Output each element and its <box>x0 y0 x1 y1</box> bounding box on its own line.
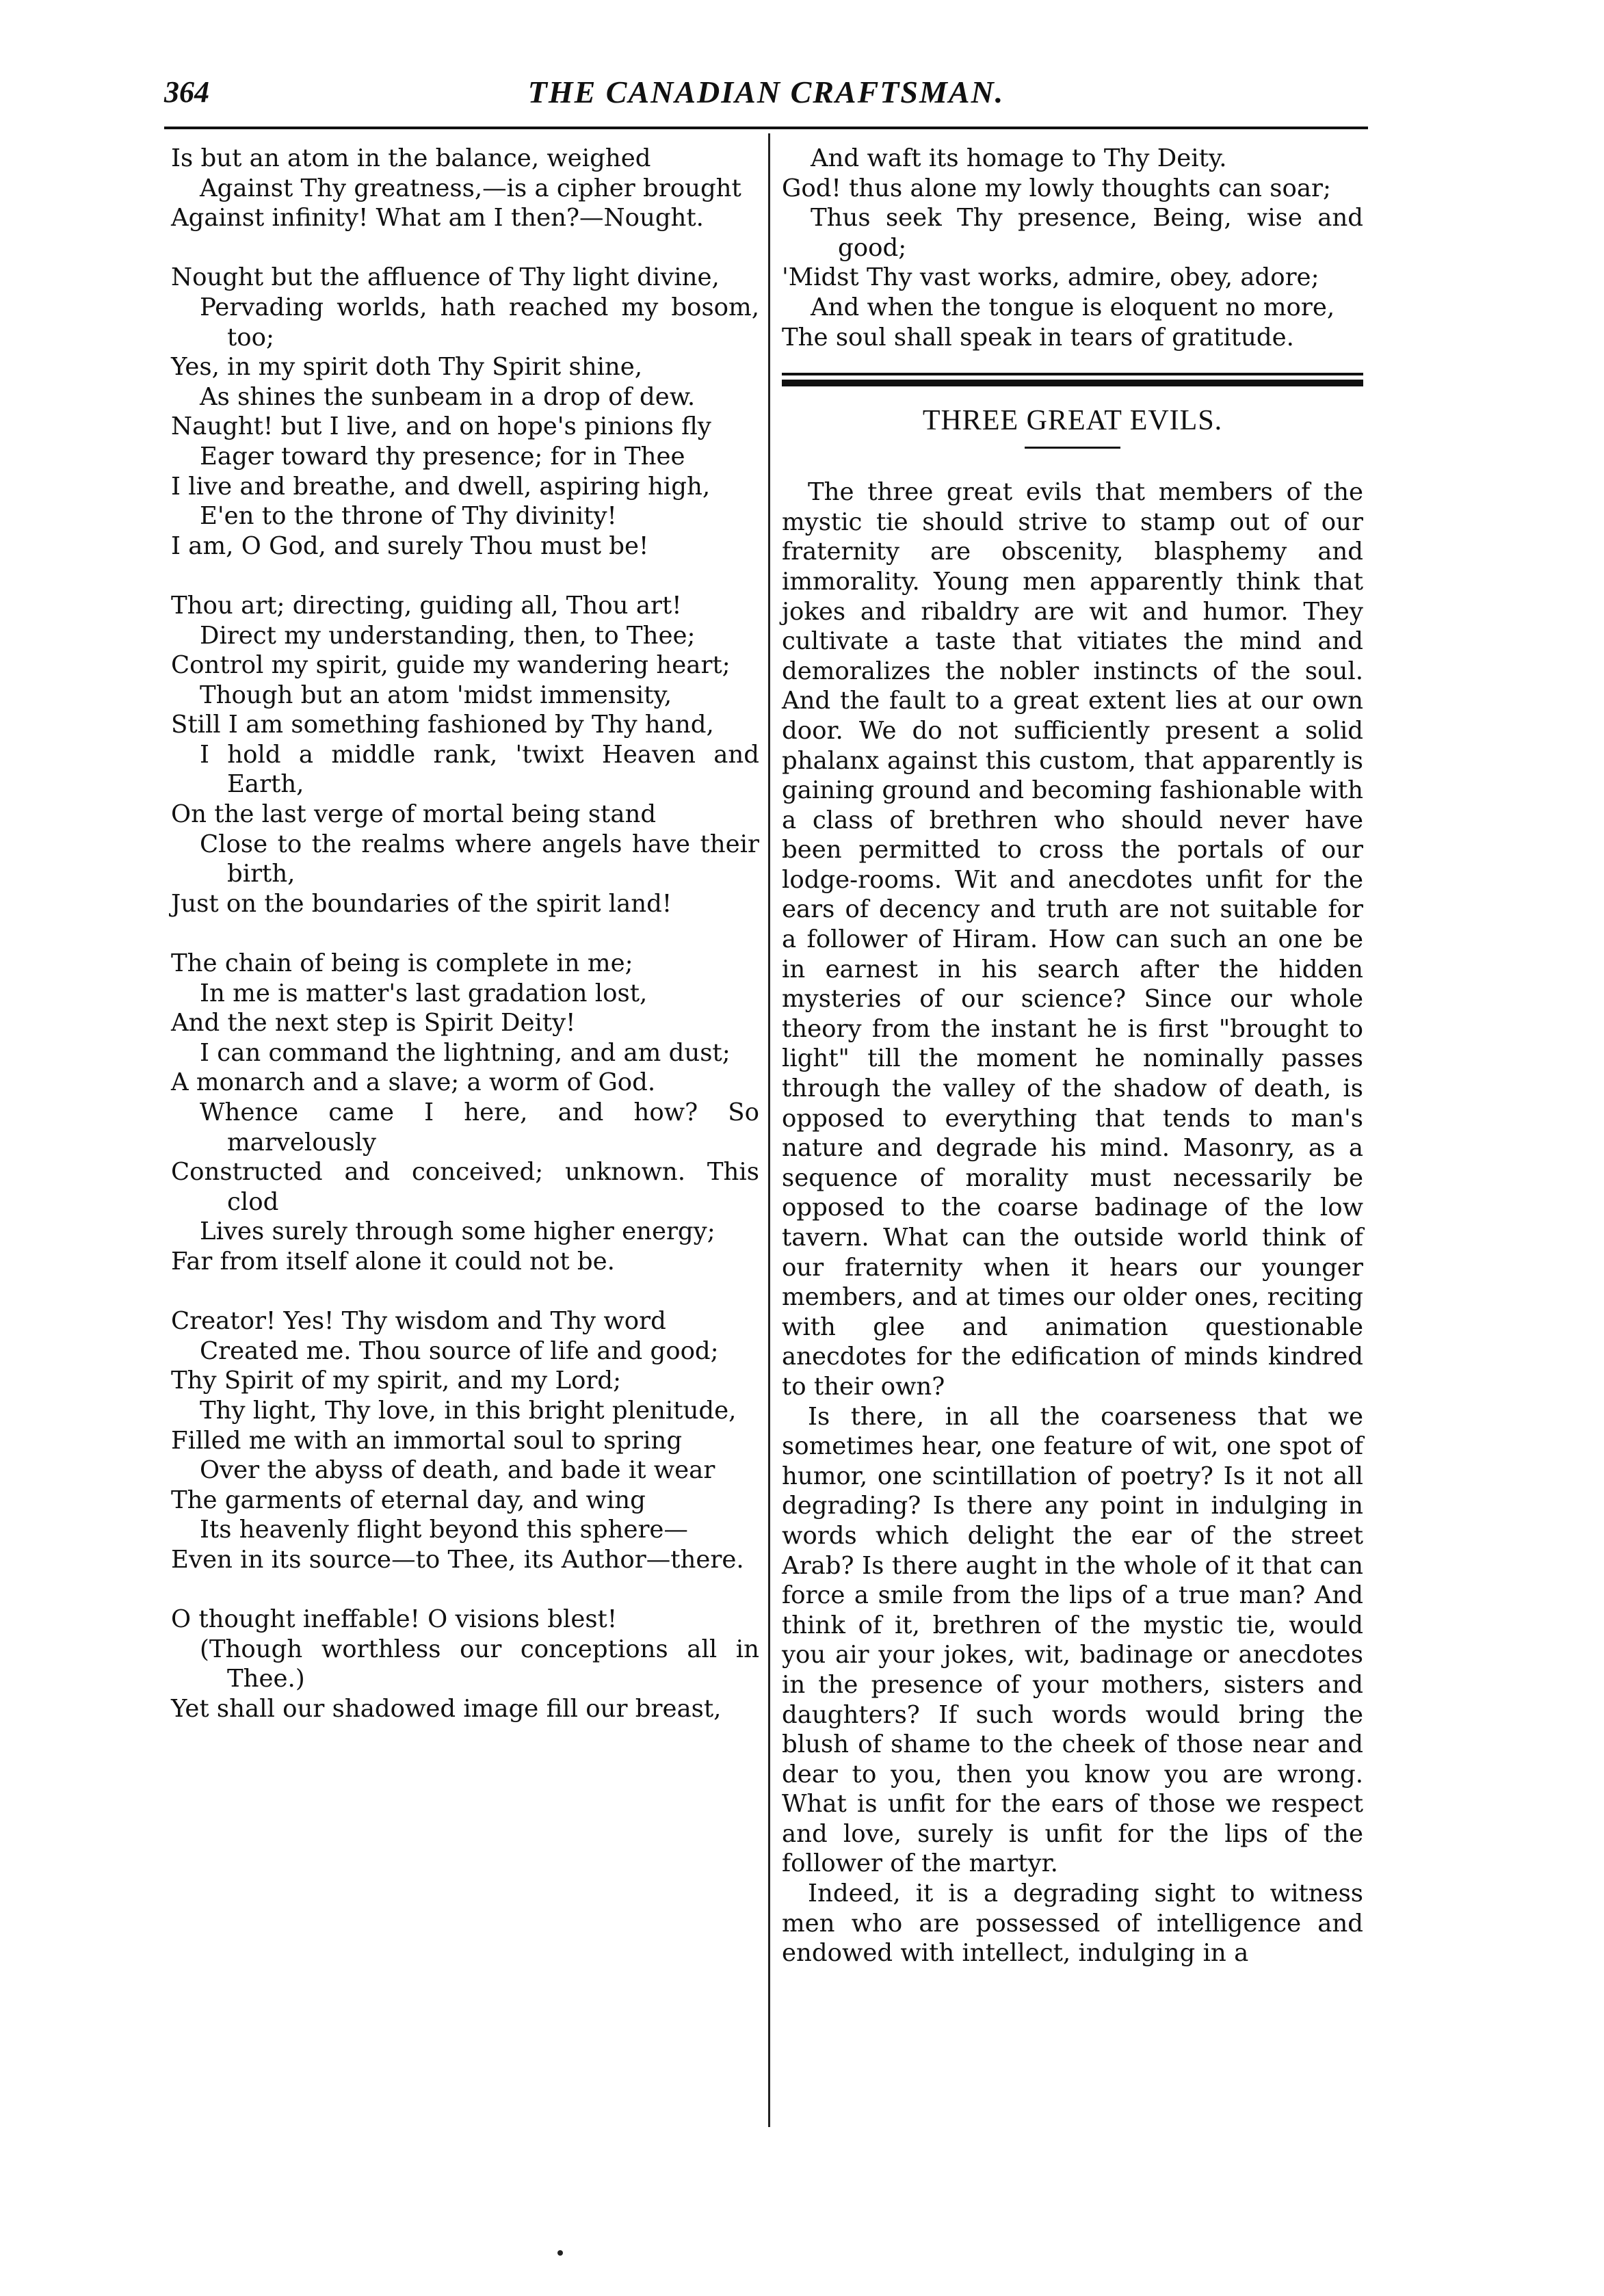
header-rule <box>164 127 1368 129</box>
verse-line: And waft its homage to Thy Deity. <box>811 144 1227 172</box>
verse-line: Against Thy greatness,—is a cipher brought <box>200 174 741 202</box>
verse-line: (Though worthless our conceptions all in Thee.) <box>200 1635 759 1693</box>
column-divider <box>768 133 770 2127</box>
poem-stanza <box>171 591 759 919</box>
article-body <box>782 477 1363 1968</box>
article-paragraph: The three great evils that members of the mystic tie should strive to stamp out of our fraternity are obscenity, blasphemy and immorality. Young men apparently think that jokes and ribaldry are wit and humor. They cultivate a taste that vitiates the mind and demoralizes the nobler instincts of the soul. And the fault to a great extent lies at our own door. We do not sufficiently present a solid phalanx against this custom, that apparently is gaining ground and becoming fashionable with a class of brethren who should never have been permitted to cross the portals of our lodge-rooms. Wit and anecdotes unfit for the ears of decency and truth are not suitable for a follower of Hiram. How can such an one be in earnest in his search after the hidden mysteries of our science? Since our whole theory from the instant he is first "brought to light" till the moment he nominally passes through the valley of the shadow of death, is opposed to everything that tends to man's nature and degrade his mind. Masonry, as a sequence of morality must necessarily be opposed to the coarse badinage of the low tavern. What can the outside world think of our fraternity when it hears our younger members, and at times our older ones, reciting with glee and animation questionable anecdotes for the edification of minds kindred to their own? <box>782 478 1363 1401</box>
verse-line: Thou art; directing, guiding all, Thou art! <box>171 591 682 620</box>
verse-line: Though but an atom 'midst immensity, <box>200 681 672 709</box>
verse-line: As shines the sunbeam in a drop of dew. <box>200 382 696 411</box>
verse-line: Naught! but I live, and on hope's pinions fly <box>171 412 711 441</box>
verse-line: And when the tongue is eloquent no more, <box>811 293 1335 321</box>
verse-line: Direct my understanding, then, to Thee; <box>200 621 696 650</box>
verse-line: Pervading worlds, hath reached my bosom, too; <box>200 293 759 352</box>
verse-line: Against infinity! What am I then?—Nought. <box>171 204 704 233</box>
verse-line: Nought but the affluence of Thy light divine, <box>171 263 720 292</box>
journal-title: THE CANADIAN CRAFTSMAN. <box>527 75 1005 109</box>
verse-line: Thy light, Thy love, in this bright plenitude, <box>200 1396 737 1425</box>
verse-line: And the next step is Spirit Deity! <box>171 1009 576 1038</box>
poem-continuation <box>782 144 1363 352</box>
verse-line: Still I am something fashioned by Thy hand, <box>171 711 714 739</box>
verse-line: On the last verge of mortal being stand <box>171 800 657 829</box>
verse-line: 'Midst Thy vast works, admire, obey, adore; <box>782 263 1319 292</box>
verse-line: Whence came I here, and how? So marvelously <box>200 1098 759 1157</box>
verse-line: I live and breathe, and dwell, aspiring high, <box>171 472 711 501</box>
verse-line: Is but an atom in the balance, weighed <box>171 144 651 172</box>
page-number: 364 <box>164 75 209 109</box>
verse-line: In me is matter's last gradation lost, <box>200 979 648 1007</box>
verse-line: Creator! Yes! Thy wisdom and Thy word <box>171 1307 666 1336</box>
verse-line: Eager toward thy presence; for in Thee <box>200 442 685 471</box>
section-divider <box>782 373 1363 388</box>
poem-column <box>171 144 759 1754</box>
verse-line: Far from itself alone it could not be. <box>171 1247 615 1276</box>
verse-line: Its heavenly flight beyond this sphere— <box>200 1516 688 1544</box>
verse-line: The chain of being is complete in me; <box>171 949 633 978</box>
verse-line: Filled me with an immortal soul to spring <box>171 1426 683 1455</box>
verse-line: The soul shall speak in tears of gratitude. <box>782 323 1294 352</box>
verse-line: Created me. Thou source of life and good; <box>200 1336 719 1365</box>
verse-line: Constructed and conceived; unknown. This clod <box>171 1158 759 1216</box>
verse-line: E'en to the throne of Thy divinity! <box>200 502 617 531</box>
verse-line: Yes, in my spirit doth Thy Spirit shine, <box>171 353 643 382</box>
verse-line: Lives surely through some higher energy; <box>200 1217 715 1246</box>
verse-line: The garments of eternal day, and wing <box>171 1486 646 1514</box>
verse-line: Yet shall our shadowed image fill our breast, <box>171 1694 722 1723</box>
poem-stanza <box>171 1306 759 1574</box>
poem-stanza <box>171 263 759 561</box>
article-paragraph: Indeed, it is a degrading sight to witness men who are possessed of intelligence and endowed with intellect, indulging in a <box>782 1879 1363 1968</box>
poem-stanza <box>171 949 759 1277</box>
verse-line: God! thus alone my lowly thoughts can soar; <box>782 174 1331 202</box>
article-paragraph: Is there, in all the coarseness that we sometimes hear, one feature of wit, one spot of humor, one scintillation of poetry? Is it not all degrading? Is there any point in indulging in words which delight the ear of the street Arab? Is there aught in the whole of it that can force a smile from the lips of a true man? And think of it, brethren of the mystic tie, would you air your jokes, wit, badinage or anecdotes in the presence of your mothers, sisters and daughters? If such words would bring the blush of shame to the cheek of those near and dear to you, then you know you are wrong. What is unfit for the ears of those we respect and love, surely is unfit for the lips of the follower of the martyr. <box>782 1402 1363 1878</box>
title-rule <box>1025 447 1120 449</box>
verse-line: Over the abyss of death, and bade it wear <box>200 1456 715 1485</box>
poem-stanza <box>171 1605 759 1724</box>
verse-line: A monarch and a slave; a worm of God. <box>171 1068 656 1097</box>
verse-line: Thy Spirit of my spirit, and my Lord; <box>171 1367 622 1395</box>
verse-line: I am, O God, and surely Thou must be! <box>171 531 649 560</box>
verse-line: Just on the boundaries of the spirit land! <box>171 889 672 918</box>
verse-line: I hold a middle rank, 'twixt Heaven and Earth, <box>200 740 759 799</box>
page-header <box>164 65 1368 120</box>
footer-mark <box>557 2250 563 2256</box>
poem-stanza <box>171 144 759 233</box>
verse-line: O thought ineffable! O visions blest! <box>171 1605 618 1634</box>
verse-line: I can command the lightning, and am dust; <box>200 1038 731 1067</box>
verse-line: Even in its source—to Thee, its Author—there. <box>171 1545 744 1574</box>
verse-line: Close to the realms where angels have their birth, <box>200 830 759 888</box>
verse-line: Control my spirit, guide my wandering heart; <box>171 651 731 680</box>
right-column <box>782 144 1363 1968</box>
verse-line: Thus seek Thy presence, Being, wise and good; <box>811 204 1363 262</box>
article-title: THREE GREAT EVILS. <box>922 405 1223 437</box>
